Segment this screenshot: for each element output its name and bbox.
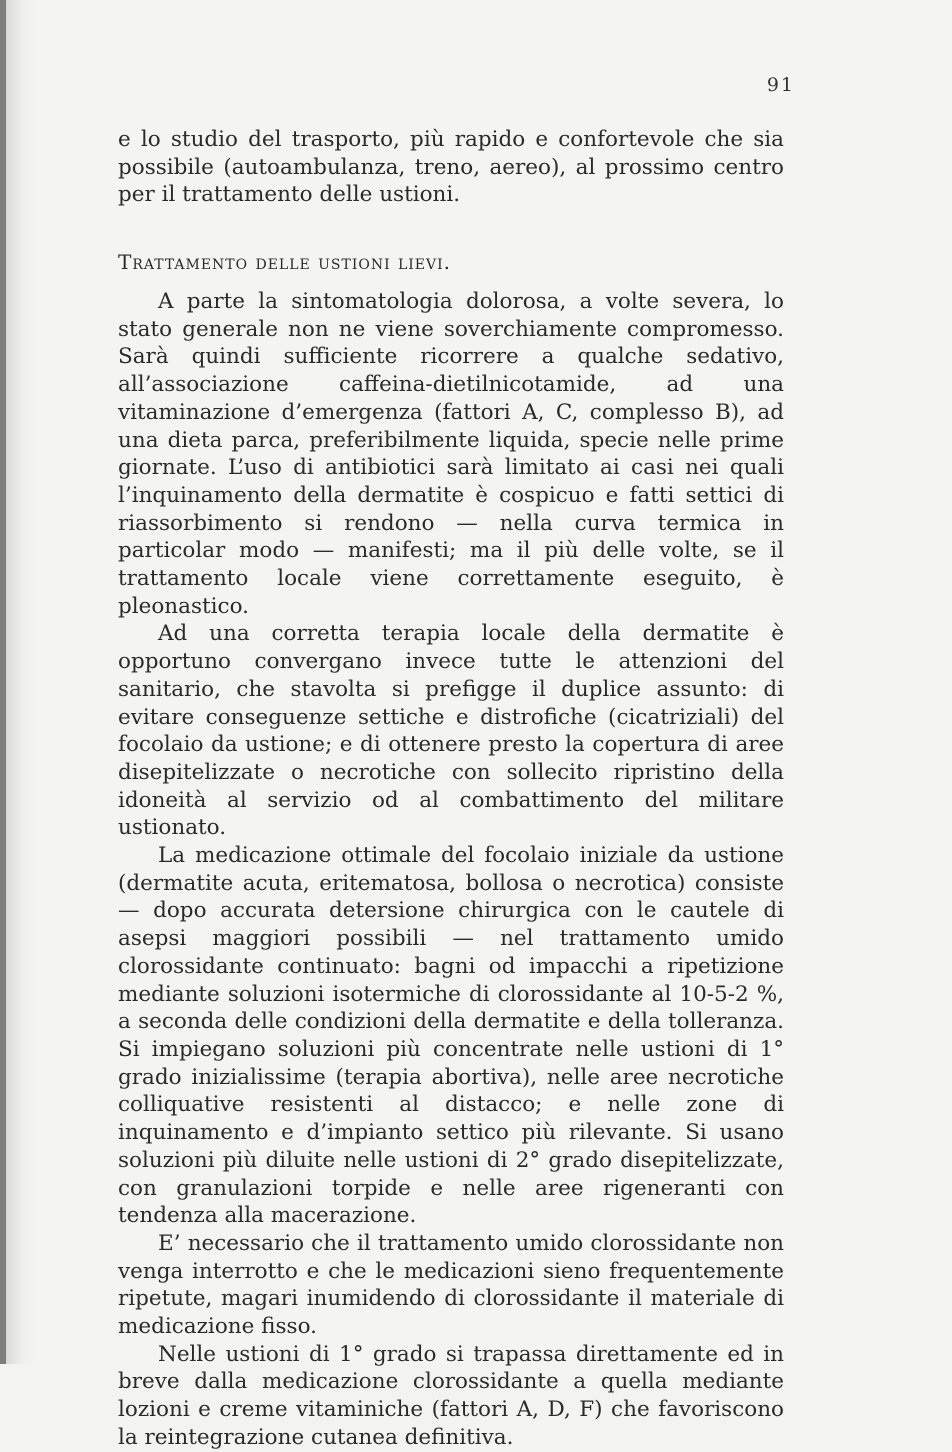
- paragraph: Nelle ustioni di 1° grado si trapassa direttamente ed in breve dalla medicazione clorossidante a quella mediante lozioni e creme vitaminiche (fattori A, D, F) che favoriscono la reintegrazione cutanea definitiva.: [118, 1341, 784, 1450]
- paragraph: La medicazione ottimale del focolaio iniziale da ustione (dermatite acuta, eritematosa, bollosa o necrotica) consiste — dopo accurata detersione chirurgica con le cautele di asepsi maggiori possibili — nel trattamento umido clorossidante continuato: bagni od impacchi a ripetizione mediante soluzioni isotermiche di clorossidante al 10-5-2 %, a seconda delle condizioni della dermatite e della tolleranza. Si impiegano soluzioni più concentrate nelle ustioni di 1° grado inizialissime (terapia abortiva), nelle aree necrotiche colliquative resistenti al distacco; e nelle zone di inquinamento e d’impianto settico più rilevante. Si usano soluzioni più diluite nelle ustioni di 2° grado disepitelizzate, con granulazioni torpide e nelle aree rigeneranti con tendenza alla macerazione.: [118, 843, 784, 1229]
- section-heading: Trattamento delle ustioni lievi.: [118, 250, 452, 274]
- intro-paragraph: [118, 126, 784, 209]
- paragraph: Ad una corretta terapia locale della dermatite è opportuno convergano invece tutte le attenzioni del sanitario, che stavolta si prefigge il duplice assunto: di evitare conseguenze settiche e distrofiche (cicatriziali) del focolaio da ustione; e di ottenere presto la copertura di aree disepitelizzate o necrotiche con sollecito ripristino della idoneità al servizio od al combattimento del militare ustionato.: [118, 621, 784, 841]
- paragraph: E’ necessario che il trattamento umido clorossidante non venga interrotto e che le medicazioni sieno frequentemente ripetute, magari inumidendo di clorossidante il materiale di medicazione fisso.: [118, 1230, 784, 1340]
- intro-text: e lo studio del trasporto, più rapido e confortevole che sia possibile (autoambulanza, treno, aereo), al prossimo centro per il trattamento delle ustioni.: [118, 127, 784, 208]
- page-number: 91: [766, 74, 795, 96]
- page-spine-shadow: [0, 0, 6, 1364]
- section-body: [118, 288, 784, 1452]
- paragraph: A parte la sintomatologia dolorosa, a volte severa, lo stato generale non ne viene soverchiamente compromesso. Sarà quindi sufficiente ricorrere a qualche sedativo, all’associazione caffeina-dietilnicotamide, ad una vitaminazione d’emergenza (fattori A, C, complesso B), ad una dieta parca, preferibilmente liquida, specie nelle prime giornate. L’uso di antibiotici sarà limitato ai casi nei quali l’inquinamento della dermatite è cospicuo e fatti settici di riassorbimento si rendono — nella curva termica in particolar modo — manifesti; ma il più delle volte, se il trattamento locale viene correttamente eseguito, è pleonastico.: [118, 289, 784, 619]
